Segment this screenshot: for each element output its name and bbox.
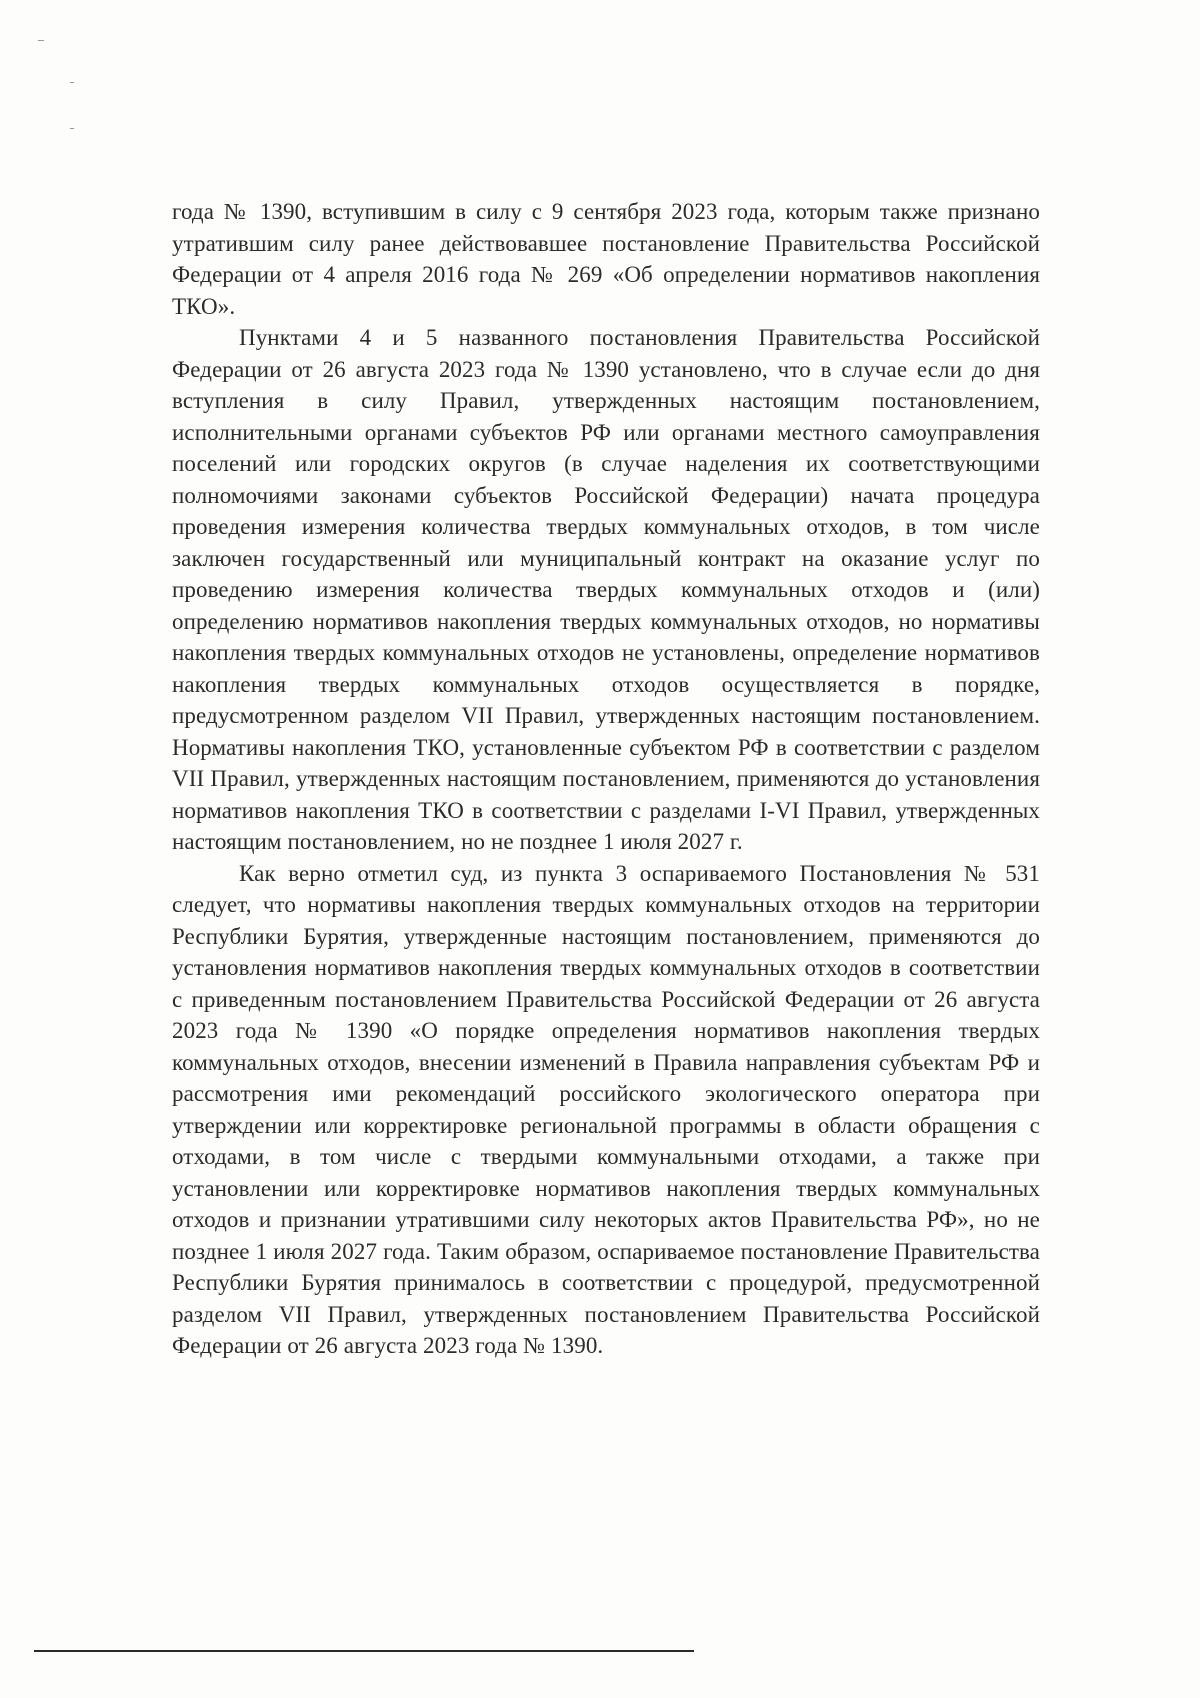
paragraph: Пунктами 4 и 5 названного постановления Правительства Российской Федерации от 26 августа 2023 года № 1390 установлено, что в случае если до дня вступления в силу Правил, утвержденных настоящим постановлением, исполнительными органами субъектов РФ или органами местного самоуправления поселений или городских округов (в случае наделения их соответствующими полномочиями законами субъектов Российской Федерации) начата процедура проведения измерения количества твердых коммунальных отходов, в том числе заключен государственный или муниципальный контракт на оказание услуг по проведению измерения количества твердых коммунальных отходов и (или) определению нормативов накопления твердых коммунальных отходов, но нормативы накопления твердых коммунальных отходов не установлены, определение нормативов накопления твердых коммунальных отходов осуществляется в порядке, предусмотренном разделом VII Правил, утвержденных настоящим постановлением. Нормативы накопления ТКО, установленные субъектом РФ в соответствии с разделом VII Правил, утвержденных настоящим постановлением, применяются до установления нормативов накопления ТКО в соответствии с разделами I-VI Правил, утвержденных настоящим постановлением, но не позднее 1 июля 2027 г. xyxy=(172,325,1040,854)
footer-divider xyxy=(34,1650,694,1652)
paragraph: Как верно отметил суд, из пункта 3 оспариваемого Постановления № 531 следует, что нормативы накопления твердых коммунальных отходов на территории Республики Бурятия, утвержденные настоящим постановлением, применяются до установления нормативов накопления твердых коммунальных отходов в соответствии с приведенным постановлением Правительства Российской Федерации от 26 августа 2023 года № 1390 «О порядке определения нормативов накопления твердых коммунальных отходов, внесении изменений в Правила направления субъектам РФ и рассмотрения ими рекомендаций российского экологического оператора при утверждении или корректировке региональной программы в области обращения с отходами, в том числе с твердыми коммунальными отходами, а также при установлении или корректировке нормативов накопления твердых коммунальных отходов и признании утратившими силу некоторых актов Правительства РФ», но не позднее 1 июля 2027 года. Таким образом, оспариваемое постановление Правительства Республики Бурятия принималось в соответствии с процедурой, предусмотренной разделом VII Правил, утвержденных постановлением Правительства Российской Федерации от 26 августа 2023 года № 1390. xyxy=(172,860,1040,1358)
scan-artifact xyxy=(70,128,74,129)
paragraph: года № 1390, вступившим в силу с 9 сентября 2023 года, которым также признано утратившим силу ранее действовавшее постановление Правительства Российской Федерации от 4 апреля 2016 года № 269 «Об определении нормативов накопления ТКО». xyxy=(172,199,1040,319)
scan-artifact xyxy=(70,82,74,83)
document-body xyxy=(172,196,1040,1362)
scan-artifact xyxy=(38,40,44,41)
